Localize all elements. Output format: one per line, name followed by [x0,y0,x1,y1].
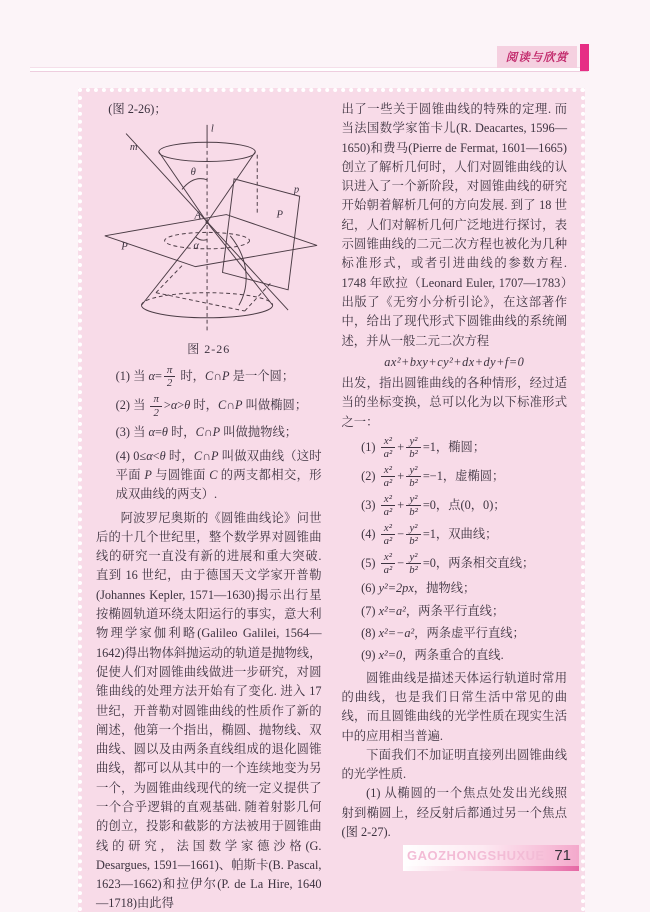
cone-case-item: (4) 0≤α<θ 时，C∩P 叫做双曲线（这时平面 P 与圆锥面 C 的两支都相交，形成双曲线的两支）. [115,448,322,502]
upper-cone-side [207,152,255,222]
figure-reference: (图 2-26)； [108,102,167,116]
history-paragraph-continued: 出了一些关于圆锥曲线的特殊的定理. 而当法国数学家笛卡儿(R. Deacartes, 1596—1650)和费马(Pierre de Fermat, 1601—1665)创立了解析几何时，人们对圆锥曲线的认识进入了一个新阶段，对圆锥曲线的研究开始朝着解析几何的方向发展. 到了 18 世纪，人们对解析几何广泛地进行探讨，表示圆锥曲线的二元二次方程也被化为几种标准形式，或者引进曲线的参数方程. 1748 年欧拉（Leonard Euler, 1707—1783）出版了《无穷小分析引论》，在这部著作中，给出了现代形式下圆锥曲线的系统阐述，并从一般二元二次方程 [341,102,567,348]
page-number: 71 [554,847,571,864]
theta-arc [182,179,207,190]
standard-form-item: (2) $\frac{\text{x²}}{\text{a²}}$ + $\frac{\text{y²}}{\text{b²}}$ =−1，虚椭圆； [361,463,505,490]
conic-section-curve [230,236,246,305]
footer-watermark: GAOZHONGSHUXUE [407,848,545,863]
lower-cone-side [141,223,207,306]
section-tab-accent-bar [580,44,589,71]
standard-form-item: (9) x²=0，两条重合的直线. [361,648,504,663]
cone-case-item: (3) 当 α=θ 时，C∩P 叫做抛物线； [115,425,298,440]
section-tab [497,46,577,68]
standard-forms-intro: 出发，指出圆锥曲线的各种情形，经过适当的坐标变换，总可以化为以下标准形式之一： [341,376,567,429]
label-P-left: P [120,241,128,253]
history-paragraph: 阿波罗尼奥斯的《圆锥曲线论》问世后的十几个世纪里，整个数学界对圆锥曲线的研究一直没有新的进展和重大突破. 直到 16 世纪，由于德国天文学家开普勒(Johannes Kepler, 1571—1630)揭示出行星按椭圆轨道环绕太阳运行的事实，意大利物理学家伽利略(Galileo Galilei, 1564—1642)得出物体斜抛运动的轨道是抛物线，促使人们对圆锥曲线做进一步研究，对圆锥曲线的处理方法开始有了变化. 进入 17 世纪，开普勒对圆锥曲线的性质作了新的阐述，他第一个指出，椭圆、抛物线、双曲线、圆以及由两条直线组成的退化圆锥曲线，都可以从其中的一个连续地变为另一个，为圆锥曲线现代的统一定义提供了一个合乎逻辑的直观基础. 随着射影几何的创立，投影和截影的方法被用于圆锥曲线的研究，法国数学家德沙格(G. Desargues, 1591—1661)、帕斯卡(B. Pascal, 1623—1662)和拉伊尔(P. de La Hire, 1640—1718)由此得 [96,510,322,911]
reading-box [78,88,585,912]
standard-form-item: (3) $\frac{\text{x²}}{\text{a²}}$ + $\frac{\text{y²}}{\text{b²}}$ =0，点(0，0)； [361,492,506,519]
cone-case-item: (1) 当 α= $\frac{\pi}{2}$ 时，C∩P 是一个圆； [115,363,295,390]
general-quadratic-equation: ax²+bxy+cy²+dx+dy+f=0 [384,354,525,369]
label-theta: θ [190,167,196,179]
standard-form-item: (7) x²=a²，两条平行直线； [361,603,505,618]
standard-form-item: (1) $\frac{\text{x²}}{\text{a²}}$ + $\frac{\text{y²}}{\text{b²}}$ =1，椭圆； [361,435,486,461]
dashed-chord [156,293,245,311]
lower-cone-side [207,223,273,306]
figure-2-26 [96,121,322,359]
section-tab-label: 阅读与欣赏 [505,52,569,64]
left-column [96,100,322,912]
cone-diagram [98,121,320,339]
cone-case-item: (2) 当 $\frac{\pi}{2}$ >α>θ 时，C∩P 叫做椭圆； [115,393,308,419]
optics-intro-paragraph: 下面我们不加证明直接列出圆锥曲线的光学性质. [341,747,567,782]
standard-form-item: (8) x²=−a²，两条虚平行直线； [361,626,525,641]
figure-caption: 图 2-26 [187,342,231,357]
footer-accent-strip [403,866,579,871]
footer-bar [403,845,579,866]
standard-form-item: (5) $\frac{\text{x²}}{\text{a²}}$ − $\frac{\text{y²}}{\text{b²}}$ =0，两条相交直线； [361,550,535,576]
right-column [342,100,568,912]
label-m: m [129,142,138,154]
standard-form-item: (6) y²=2px，抛物线； [361,581,476,596]
label-alpha: α [193,240,199,252]
label-P-right: P [276,209,283,221]
cutting-plane-steep [222,179,299,290]
label-A: A [194,210,201,222]
cutting-plane-horizontal [105,215,317,267]
applications-paragraph: 圆锥曲线是描述天体运行轨道时常用的曲线，也是我们日常生活中常见的曲线，而且圆锥曲线的光学性质在现实生活中的应用相当普遍. [341,670,567,743]
label-p-top: p [293,184,299,196]
standard-form-item: (4) $\frac{\text{x²}}{\text{a²}}$ − $\frac{\text{y²}}{\text{b²}}$ =1，双曲线； [361,521,498,548]
vertex-point [205,221,208,224]
header-rule [30,68,588,71]
label-l: l [210,123,214,135]
ellipse-optics-paragraph: (1) 从椭圆的一个焦点处发出光线照射到椭圆上，经反射后都通过另一个焦点(图 2-27). [341,786,567,839]
